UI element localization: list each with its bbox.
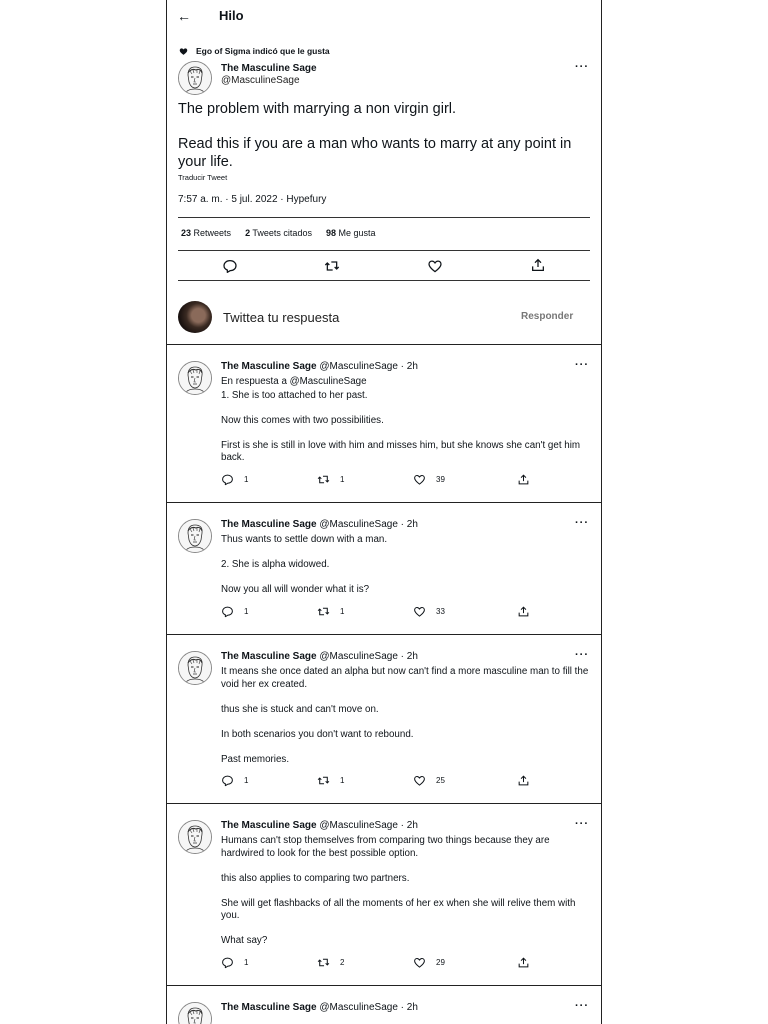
replying-to[interactable]: En respuesta a @MasculineSage — [221, 376, 367, 387]
author-handle-time[interactable]: @MasculineSage · 2h — [319, 820, 418, 831]
tweet-header — [221, 820, 418, 831]
tweet-actions — [221, 605, 541, 619]
retweet-count: 1 — [340, 475, 345, 484]
like-action[interactable] — [413, 605, 445, 618]
avatar[interactable] — [178, 519, 212, 553]
reply-action[interactable] — [221, 605, 248, 618]
tweet-stats — [181, 228, 376, 238]
like-icon[interactable] — [427, 258, 443, 274]
tweet-actions — [221, 473, 541, 487]
reply-icon[interactable] — [221, 956, 234, 969]
more-options-icon[interactable]: ··· — [575, 818, 589, 830]
share-icon[interactable] — [530, 257, 546, 273]
author-handle[interactable]: @MasculineSage — [221, 75, 300, 86]
tweet-text — [221, 666, 593, 779]
avatar[interactable] — [178, 820, 212, 854]
author-name[interactable]: The Masculine Sage — [221, 361, 317, 372]
thread-tweet[interactable] — [167, 985, 601, 1024]
avatar[interactable] — [178, 361, 212, 395]
retweet-action[interactable] — [317, 605, 344, 618]
author-name[interactable]: The Masculine Sage — [221, 519, 317, 530]
retweet-action[interactable] — [317, 473, 344, 486]
tweet-header — [221, 1002, 418, 1013]
tweet-paragraph: thus she is stuck and can't move on. — [221, 703, 379, 715]
tweet-paragraph: Past memories. — [221, 753, 290, 765]
share-icon[interactable] — [517, 473, 530, 486]
tweet-paragraph: She will get flashbacks of all the moments of her ex when she will relive them with you. — [221, 897, 576, 921]
tweet-paragraph: this also applies to comparing two partners. — [221, 872, 410, 884]
tweet-paragraph: In both scenarios you don't want to rebound. — [221, 728, 414, 740]
author-handle-time[interactable]: @MasculineSage · 2h — [319, 519, 418, 530]
share-icon[interactable] — [517, 605, 530, 618]
share-action[interactable] — [517, 774, 530, 787]
like-action[interactable] — [413, 473, 445, 486]
tweet-actions — [221, 956, 541, 970]
retweet-action[interactable] — [317, 956, 344, 969]
tweet-paragraph: It means she once dated an alpha but now can't find a more masculine man to fill the void her ex created. — [221, 666, 589, 690]
reply-action[interactable] — [221, 774, 248, 787]
tweet-meta[interactable]: 7:57 a. m. · 5 jul. 2022 · Hypefury — [178, 194, 327, 205]
reply-icon[interactable] — [222, 258, 238, 274]
tweet-header — [221, 519, 418, 530]
thread-tweet[interactable] — [167, 803, 601, 986]
translate-link[interactable]: Traducir Tweet — [178, 173, 228, 182]
reply-button[interactable]: Responder — [521, 311, 574, 322]
tweet-paragraph: Humans can't stop themselves from comparing two things because they are hardwired to look for the best possible option. — [221, 835, 550, 859]
tweet-paragraph: 2. She is alpha widowed. — [221, 559, 330, 570]
likes-stat[interactable]: 98 Me gusta — [325, 228, 376, 238]
tweet-header — [221, 361, 418, 372]
arrow-left-icon[interactable]: ← — [177, 8, 191, 24]
more-options-icon[interactable]: ··· — [575, 359, 589, 371]
social-context-text: Ego of Sigma indicó que le gusta — [196, 46, 330, 56]
tweet-paragraph: Thus wants to settle down with a man. — [221, 534, 388, 545]
retweets-stat[interactable]: 23 Retweets — [181, 228, 232, 238]
more-options-icon[interactable]: ··· — [575, 517, 589, 529]
retweet-icon[interactable] — [317, 774, 330, 787]
author-handle-time[interactable]: @MasculineSage · 2h — [319, 361, 418, 372]
author-handle-time[interactable]: @MasculineSage · 2h — [319, 651, 418, 662]
tweet-paragraph: Now you all will wonder what it is? — [221, 584, 370, 595]
retweet-icon[interactable] — [317, 956, 330, 969]
author-handle-time[interactable]: @MasculineSage · 2h — [319, 1002, 418, 1013]
like-action[interactable] — [413, 956, 445, 969]
reply-icon[interactable] — [221, 473, 234, 486]
tweet-text — [221, 534, 593, 609]
tweet-actions — [178, 256, 590, 276]
tweet-paragraph: Now this comes with two possibilities. — [221, 414, 384, 426]
reply-icon[interactable] — [221, 605, 234, 618]
retweet-icon[interactable] — [317, 473, 330, 486]
social-context — [179, 46, 330, 56]
header — [167, 0, 601, 34]
quote-tweets-stat[interactable]: 2 Tweets citados — [245, 228, 312, 238]
tweet-paragraph: The problem with marrying a non virgin girl. — [178, 101, 457, 117]
thread-tweet[interactable] — [167, 502, 601, 635]
tweet-text — [221, 376, 593, 477]
tweet-actions — [221, 774, 541, 788]
divider — [178, 280, 590, 281]
author-name[interactable]: The Masculine Sage — [221, 820, 317, 831]
reply-action[interactable] — [221, 956, 248, 969]
tweet-text — [178, 100, 588, 188]
share-action[interactable] — [517, 956, 530, 969]
reply-input[interactable]: Twittea tu respuesta — [223, 310, 340, 325]
like-icon[interactable] — [413, 774, 426, 787]
page-title: Hilo — [219, 8, 244, 23]
tweet-text — [221, 835, 593, 960]
divider — [178, 250, 590, 251]
more-options-icon[interactable]: ··· — [575, 1000, 589, 1012]
reply-action[interactable] — [221, 473, 248, 486]
reply-count: 1 — [244, 475, 249, 484]
retweet-icon[interactable] — [317, 605, 330, 618]
share-icon[interactable] — [517, 956, 530, 969]
author-name[interactable]: The Masculine Sage — [221, 651, 317, 662]
reply-composer — [178, 300, 590, 334]
avatar[interactable] — [178, 651, 212, 685]
tweet-header — [221, 651, 418, 662]
like-action[interactable] — [413, 774, 445, 787]
divider — [178, 217, 590, 218]
like-count: 29 — [436, 958, 445, 967]
like-count: 33 — [436, 607, 445, 616]
thread-tweet[interactable] — [167, 634, 601, 804]
reply-count: 1 — [244, 958, 249, 967]
retweet-count: 1 — [340, 776, 345, 785]
heart-filled-icon — [179, 47, 188, 56]
more-options-icon[interactable]: ··· — [575, 649, 589, 661]
user-avatar[interactable] — [178, 301, 212, 333]
share-action[interactable] — [517, 473, 530, 486]
author-name[interactable]: The Masculine Sage — [221, 63, 317, 74]
reply-icon[interactable] — [221, 774, 234, 787]
more-options-icon[interactable]: ··· — [575, 61, 589, 73]
like-icon[interactable] — [413, 956, 426, 969]
retweet-count: 1 — [340, 607, 345, 616]
like-count: 39 — [436, 475, 445, 484]
retweet-count: 2 — [340, 958, 345, 967]
author-name[interactable]: The Masculine Sage — [221, 1002, 317, 1013]
thread-page — [166, 0, 602, 1024]
tweet-paragraph: Read this if you are a man who wants to marry at any point in your life. — [178, 136, 572, 170]
avatar[interactable] — [178, 61, 212, 95]
reply-count: 1 — [244, 776, 249, 785]
tweet-paragraph: 1. She is too attached to her past. — [221, 389, 368, 401]
thread-tweet[interactable] — [167, 344, 601, 503]
retweet-action[interactable] — [317, 774, 344, 787]
share-icon[interactable] — [517, 774, 530, 787]
like-icon[interactable] — [413, 473, 426, 486]
reply-count: 1 — [244, 607, 249, 616]
avatar[interactable] — [178, 1002, 212, 1024]
like-count: 25 — [436, 776, 445, 785]
retweet-icon[interactable] — [324, 258, 340, 274]
tweet-paragraph: What say? — [221, 935, 268, 946]
like-icon[interactable] — [413, 605, 426, 618]
share-action[interactable] — [517, 605, 530, 618]
tweet-paragraph: First is she is still in love with him and misses him, but she knows she can't get him back. — [221, 439, 581, 463]
